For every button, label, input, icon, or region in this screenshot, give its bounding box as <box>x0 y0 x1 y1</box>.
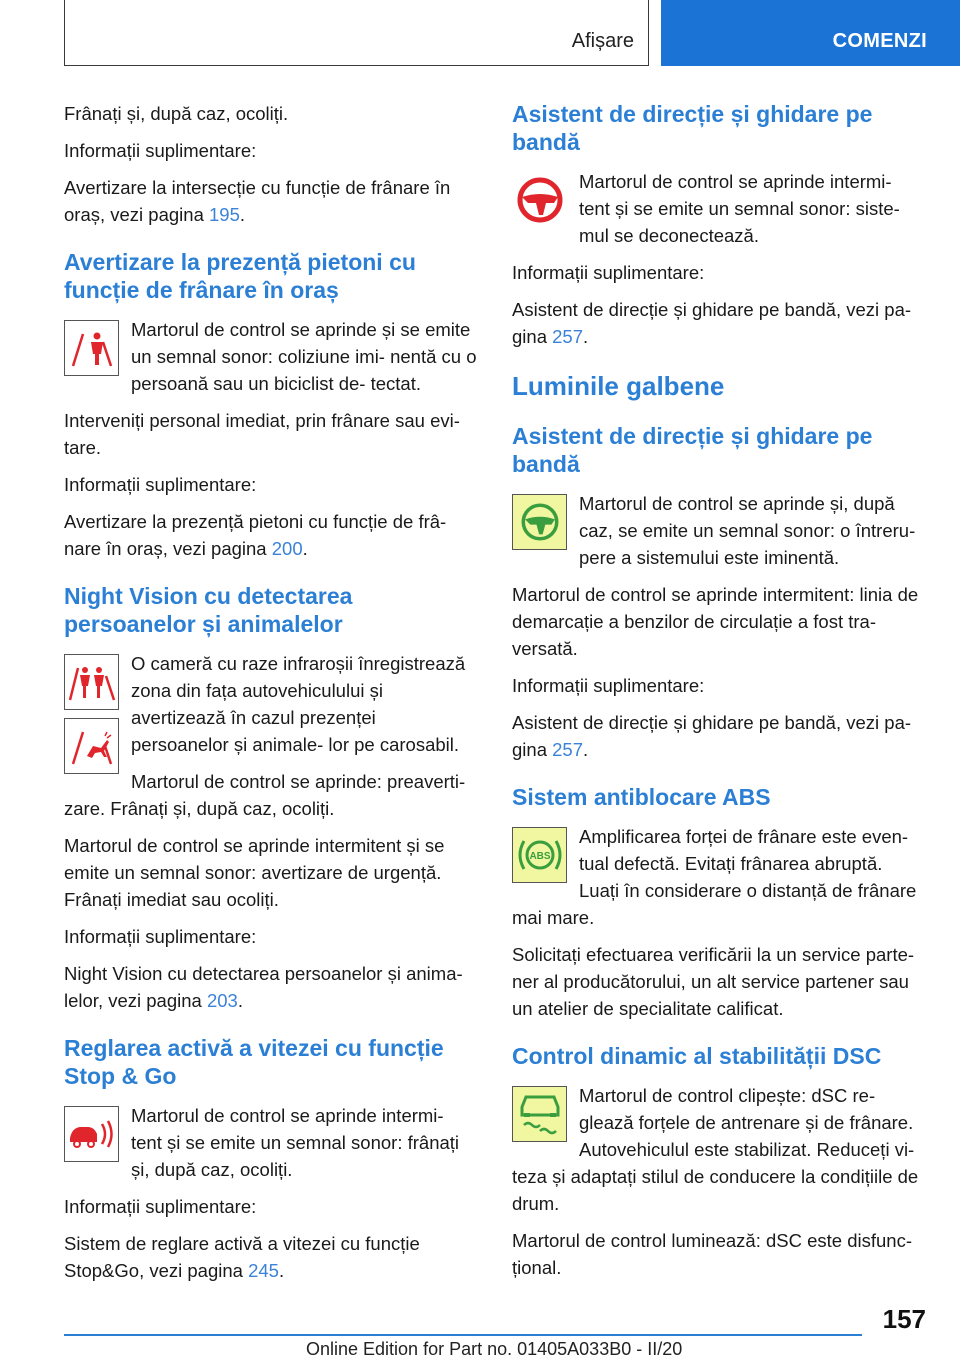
dsc-text: Martorul de control clipește: dSC re- glează forțele de antrenare și de frânare. Autovehiculul este stabilizat. Reduceți vi- teza și adaptați stilul de conducere la condițiile de drum. <box>512 1085 919 1214</box>
brake-text: Frânați și, după caz, ocoliți. <box>64 103 289 124</box>
info-label: Informații suplimentare: <box>64 1196 257 1217</box>
abs-entry <box>512 823 926 941</box>
persons-warning-icon <box>64 654 119 710</box>
steering-red-text: Martorul de control se aprinde intermi- tent și se emite un semnal sonor: siste- mul se deconectează. <box>579 171 900 246</box>
tab-display-label: Afișare <box>571 30 634 52</box>
reference: Night Vision cu detectarea persoanelor și anima- lelor, vezi pagina 203. <box>64 963 463 1011</box>
heading-steering-assist: Asistent de direcție și ghidare pe bandă <box>512 101 873 155</box>
info-label: Informații suplimentare: <box>64 926 257 947</box>
info-label: Informații suplimentare: <box>512 675 705 696</box>
steering-red-entry <box>512 168 926 259</box>
lane-crossed-text: Martorul de control se aprinde intermitent: linia de demarcație a benzilor de circulație a fost tra- versată. <box>512 584 919 659</box>
dsc-entry <box>512 1082 926 1227</box>
edition-text: Online Edition for Part no. 01405A033B0 - II/20 <box>306 1339 683 1359</box>
steering-wheel-red-icon <box>512 172 567 228</box>
dsc-icon <box>512 1086 567 1142</box>
heading-acc-stop-go: Reglarea activă a vitezei cu funcție Stop & Go <box>64 1035 444 1089</box>
heading-dsc: Control dinamic al stabilității DSC <box>512 1043 882 1069</box>
abs-text: Amplificarea forței de frânare este even- tual defectă. Evitați frânarea abruptă. Luați în considerare o distanță de frânare mai mare. <box>512 826 917 928</box>
reference: Asistent de direcție și ghidare pe bandă, vezi pa- gina 257. <box>512 299 912 347</box>
pedestrian-entry <box>64 316 478 407</box>
footer-divider <box>64 1334 862 1336</box>
dsc-malfunction-text: Martorul de control luminează: dSC este disfunc- țional. <box>512 1230 912 1278</box>
tab-controls[interactable] <box>661 0 960 66</box>
right-column <box>512 100 926 1291</box>
info-label: Informații suplimentare: <box>64 140 257 161</box>
pedestrian-action-text: Interveniți personal imediat, prin frânare sau evi- tare. <box>64 410 460 458</box>
svg-text:ABS: ABS <box>528 851 551 862</box>
page-link[interactable]: 203 <box>206 990 238 1011</box>
acc-text: Martorul de control se aprinde intermi- tent și se emite un semnal sonor: frânați și, după caz, ocoliți. <box>131 1105 460 1180</box>
page-link[interactable]: 257 <box>552 326 583 347</box>
page-link[interactable]: 200 <box>271 538 303 559</box>
pedestrian-warning-icon <box>64 320 119 376</box>
heading-steering-assist: Asistent de direcție și ghidare pe bandă <box>512 423 873 477</box>
heading-yellow-lights: Luminile galbene <box>512 371 725 401</box>
heading-night-vision: Night Vision cu detectarea persoanelor și animalelor <box>64 583 353 637</box>
steering-yellow-entry <box>512 490 926 581</box>
info-label: Informații suplimentare: <box>64 474 257 495</box>
heading-abs: Sistem antiblocare ABS <box>512 784 771 810</box>
reference: Avertizare la prezență pietoni cu funcție de frâ- nare în oraș, vezi pagina 200. <box>64 511 447 559</box>
page-link[interactable]: 245 <box>248 1260 279 1281</box>
reference: Sistem de reglare activă a vitezei cu funcție Stop&Go, vezi pagina 245. <box>64 1233 420 1281</box>
abs-icon <box>512 827 567 883</box>
page-link[interactable]: 257 <box>552 739 583 760</box>
tab-display[interactable] <box>64 0 649 66</box>
animal-warning-icon <box>64 718 119 774</box>
night-vision-entry <box>64 650 478 832</box>
acc-entry <box>64 1102 478 1193</box>
page-number: 157 <box>882 1304 926 1334</box>
abs-service-text: Solicitați efectuarea verificării la un service parte- ner al producătorului, un alt service partener sau un atelier de specialitate calificat. <box>512 944 915 1019</box>
night-prewarning-text: Martorul de control se aprinde: preaverti- zare. Frânați și, după caz, ocoliți. <box>64 771 466 819</box>
info-label: Informații suplimentare: <box>512 262 705 283</box>
night-vision-text: O cameră cu raze infraroșii înregistrează zona din fața autovehiculului și avertizează în cazul prezenței persoanelor și animale- lor pe carosabil. <box>131 653 466 755</box>
reference: Asistent de direcție și ghidare pe bandă, vezi pa- gina 257. <box>512 712 912 760</box>
page-link[interactable]: 195 <box>209 204 240 225</box>
heading-pedestrian-warning: Avertizare la prezență pietoni cu funcție de frânare în oraș <box>64 249 416 303</box>
night-emergency-text: Martorul de control se aprinde intermitent și se emite un semnal sonor: avertizare de urgență. Frânați imediat sau ocoliți. <box>64 835 445 910</box>
tab-controls-label: COMENZI <box>832 30 927 52</box>
steering-yellow-text: Martorul de control se aprinde și, după caz, se emite un semnal sonor: o întreru- pere a sistemului este iminentă. <box>579 493 916 568</box>
pedestrian-text: Martorul de control se aprinde și se emite un semnal sonor: coliziune imi- nentă cu o persoană sau un biciclist de- tectat. <box>131 319 477 394</box>
reference: Avertizare la intersecție cu funcție de frânare în oraș, vezi pagina 195. <box>64 177 451 225</box>
steering-wheel-yellow-icon <box>512 494 567 550</box>
left-column <box>64 100 478 1294</box>
collision-warning-icon <box>64 1106 119 1162</box>
